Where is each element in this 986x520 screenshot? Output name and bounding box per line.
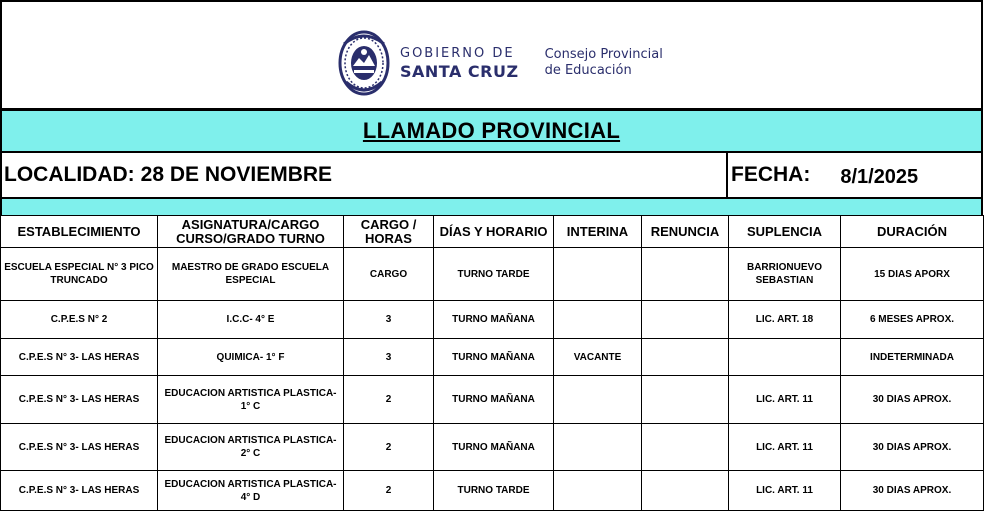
cell-establecimiento: C.P.E.S N° 3- LAS HERAS <box>1 424 158 471</box>
cell-asignatura: EDUCACION ARTISTICA PLASTICA- 1° C <box>158 376 344 424</box>
header-suplencia: SUPLENCIA <box>729 216 841 248</box>
cell-duracion: 30 DIAS APROX. <box>841 376 984 424</box>
date-label: FECHA: <box>731 163 811 186</box>
government-name <box>400 46 519 81</box>
cell-dias-horario: TURNO TARDE <box>434 248 554 301</box>
title-band <box>0 111 983 151</box>
cell-cargo-horas: 3 <box>344 301 434 339</box>
cell-dias-horario: TURNO MAÑANA <box>434 301 554 339</box>
cell-cargo-horas: 2 <box>344 376 434 424</box>
government-line-1: GOBIERNO DE <box>400 45 515 61</box>
table-row <box>1 424 984 471</box>
table-row <box>1 471 984 511</box>
header-renuncia: RENUNCIA <box>642 216 729 248</box>
cell-duracion: 6 MESES APROX. <box>841 301 984 339</box>
separator-band <box>0 199 983 215</box>
cell-suplencia: BARRIONUEVO SEBASTIAN <box>729 248 841 301</box>
header-duracion: DURACIÓN <box>841 216 984 248</box>
cell-interina <box>554 248 642 301</box>
header-asignatura: ASIGNATURA/CARGO CURSO/GRADO TURNO <box>158 216 344 248</box>
cell-cargo-horas: CARGO <box>344 248 434 301</box>
cell-interina <box>554 376 642 424</box>
cell-duracion: 30 DIAS APROX. <box>841 471 984 511</box>
cell-dias-horario: TURNO TARDE <box>434 471 554 511</box>
date-value: 8/1/2025 <box>840 165 919 188</box>
government-line-2: SANTA CRUZ <box>400 61 519 81</box>
cell-renuncia <box>642 424 729 471</box>
logo-group <box>338 30 663 96</box>
cell-renuncia <box>642 301 729 339</box>
table-header-row <box>1 216 984 248</box>
council-name <box>545 47 663 79</box>
province-seal-icon <box>338 30 390 96</box>
cell-interina <box>554 424 642 471</box>
cell-renuncia <box>642 376 729 424</box>
page-title: LLAMADO PROVINCIAL <box>362 118 621 143</box>
cell-suplencia: LIC. ART. 11 <box>729 471 841 511</box>
cell-cargo-horas: 2 <box>344 471 434 511</box>
table-row <box>1 376 984 424</box>
council-line-1: Consejo Provincial <box>544 47 663 62</box>
header-interina: INTERINA <box>554 216 642 248</box>
cell-asignatura: EDUCACION ARTISTICA PLASTICA- 2° C <box>158 424 344 471</box>
locality-label: LOCALIDAD: <box>4 163 135 186</box>
header-cargo-horas: CARGO / HORAS <box>344 216 434 248</box>
cell-duracion: INDETERMINADA <box>841 339 984 376</box>
cell-establecimiento: ESCUELA ESPECIAL N° 3 PICO TRUNCADO <box>1 248 158 301</box>
cell-asignatura: MAESTRO DE GRADO ESCUELA ESPECIAL <box>158 248 344 301</box>
header-establecimiento: ESTABLECIMIENTO <box>1 216 158 248</box>
header-dias-horario: DÍAS Y HORARIO <box>434 216 554 248</box>
cell-duracion: 30 DIAS APROX. <box>841 424 984 471</box>
table-row <box>1 248 984 301</box>
cell-establecimiento: C.P.E.S N° 3- LAS HERAS <box>1 339 158 376</box>
cell-renuncia <box>642 339 729 376</box>
cell-suplencia <box>729 339 841 376</box>
cell-dias-horario: TURNO MAÑANA <box>434 424 554 471</box>
cell-renuncia <box>642 471 729 511</box>
date-cell <box>728 153 981 197</box>
locality-value: 28 DE NOVIEMBRE <box>140 163 333 186</box>
cell-establecimiento: C.P.E.S N° 3- LAS HERAS <box>1 471 158 511</box>
cell-suplencia: LIC. ART. 11 <box>729 376 841 424</box>
cell-dias-horario: TURNO MAÑANA <box>434 339 554 376</box>
cell-suplencia: LIC. ART. 18 <box>729 301 841 339</box>
cell-establecimiento: C.P.E.S N° 3- LAS HERAS <box>1 376 158 424</box>
cell-interina <box>554 471 642 511</box>
cell-suplencia: LIC. ART. 11 <box>729 424 841 471</box>
locality-cell <box>2 153 728 197</box>
vacancies-table <box>0 215 984 511</box>
cell-asignatura: I.C.C- 4° E <box>158 301 344 339</box>
cell-duracion: 15 DIAS APORX <box>841 248 984 301</box>
council-line-2: de Educación <box>544 63 632 78</box>
table-row <box>1 339 984 376</box>
letterhead <box>0 0 983 111</box>
cell-interina: VACANTE <box>554 339 642 376</box>
table-row <box>1 301 984 339</box>
locality-date-row <box>0 151 983 199</box>
cell-cargo-horas: 3 <box>344 339 434 376</box>
cell-asignatura: EDUCACION ARTISTICA PLASTICA- 4° D <box>158 471 344 511</box>
cell-establecimiento: C.P.E.S N° 2 <box>1 301 158 339</box>
cell-interina <box>554 301 642 339</box>
cell-cargo-horas: 2 <box>344 424 434 471</box>
cell-asignatura: QUIMICA- 1° F <box>158 339 344 376</box>
cell-dias-horario: TURNO MAÑANA <box>434 376 554 424</box>
cell-renuncia <box>642 248 729 301</box>
